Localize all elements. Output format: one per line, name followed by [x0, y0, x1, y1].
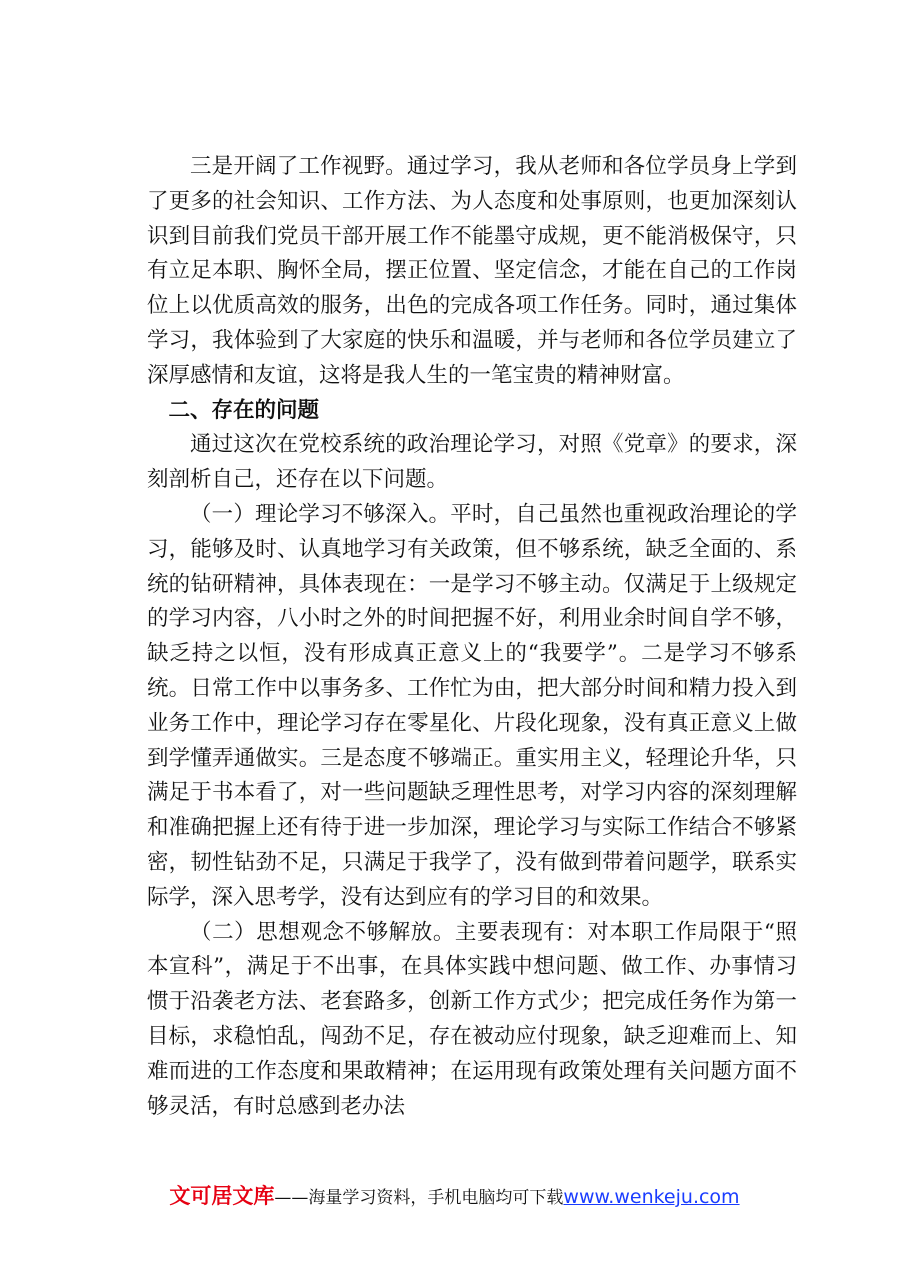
footer-watermark [0, 1183, 909, 1211]
document-body [147, 150, 797, 1124]
footer-site-link[interactable]: www.wenkeju.com [563, 1186, 740, 1208]
paragraph-theory-study: （一）理论学习不够深入。平时，自己虽然也重视政治理论的学习，能够及时、认真地学习有关政策，但不够系统，缺乏全面的、系统的钻研精神，具体表现在：一是学习不够主动。仅满足于上级规定的学习内容，八小时之外的时间把握不好，利用业余时间自学不够，缺乏持之以恒，没有形成真正意义上的“我要学”。二是学习不够系统。日常工作中以事务多、工作忙为由，把大部分时间和精力投入到业务工作中，理论学习存在零星化、片段化现象，没有真正意义上做到学懂弄通做实。三是态度不够端正。重实用主义，轻理论升华，只满足于书本看了，对一些问题缺乏理性思考，对学习内容的深刻理解和准确把握上还有待于进一步加深，理论学习与实际工作结合不够紧密，韧性钻劲不足，只满足于我学了，没有做到带着问题学，联系实际学，深入思考学，没有达到应有的学习目的和效果。 [147, 501, 797, 910]
paragraph-horizon: 三是开阔了工作视野。通过学习，我从老师和各位学员身上学到了更多的社会知识、工作方法、为人态度和处事原则，也更加深刻认识到目前我们党员干部开展工作不能墨守成规，更不能消极保守，只有立足本职、胸怀全局，摆正位置、坚定信念，才能在自己的工作岗位上以优质高效的服务，出色的完成各项工作任务。同时，通过集体学习，我体验到了大家庭的快乐和温暖，并与老师和各位学员建立了深厚感情和友谊，这将是我人生的一笔宝贵的精神财富。 [147, 154, 797, 388]
footer-brand: 文可居文库 [169, 1184, 275, 1208]
paragraph-intro: 通过这次在党校系统的政治理论学习，对照《党章》的要求，深刻剖析自己，还存在以下问题。 [147, 432, 797, 493]
section-heading-problems: 二、存在的问题 [168, 397, 320, 423]
footer-tagline: ——海量学习资料，手机电脑均可下载 [274, 1188, 564, 1208]
paragraph-mindset: （二）思想观念不够解放。主要表现有：对本职工作局限于“照本宣科”，满足于不出事，在具体实践中想问题、做工作、办事情习惯于沿袭老方法、老套路多，创新工作方式少；把完成任务作为第一目标，求稳怕乱，闯劲不足，存在被动应付现象，缺乏迎难而上、知难而进的工作态度和果敢精神；在运用现有政策处理有关问题方面不够灵活，有时总感到老办法 [147, 919, 797, 1119]
